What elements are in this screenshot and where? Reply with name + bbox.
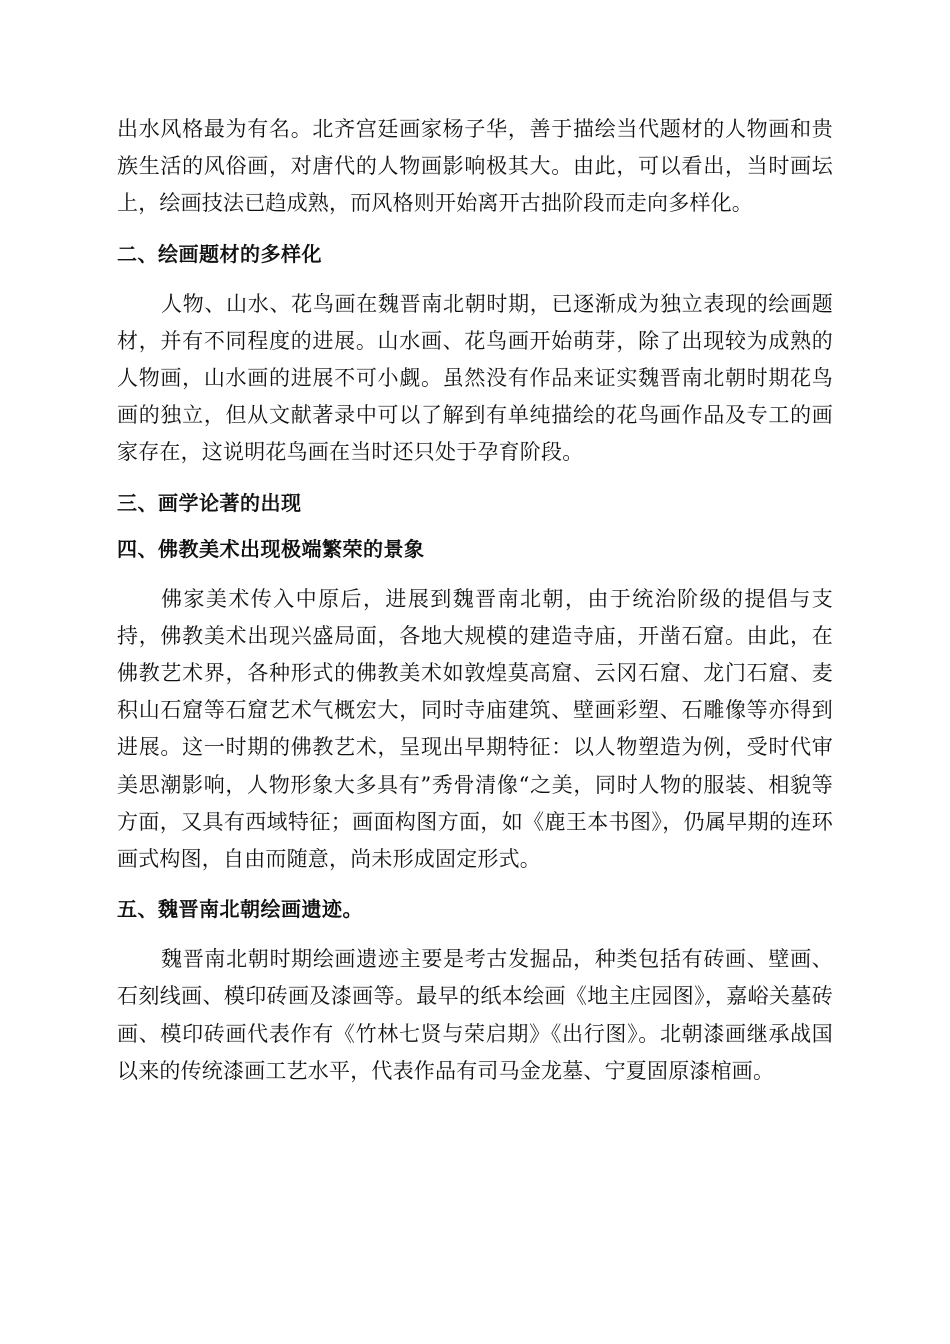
document-body [117, 111, 833, 1090]
section-heading-3: 三、画学论著的出现 [117, 490, 302, 515]
paragraph-intro: 出水风格最为有名。北齐宫廷画家杨子华，善于描绘当代题材的人物画和贵族生活的风俗画，对唐代的人物画影响极其大。由此，可以看出，当时画坛上，绘画技法已趋成熟，而风格则开始离开古拙阶段而走向多样化。 [117, 117, 833, 216]
paragraph-section-5: 魏晋南北朝时期绘画遗迹主要是考古发掘品，种类包括有砖画、壁画、石刻线画、模印砖画及漆画等。最早的纸本绘画《地主庄园图》，嘉峪关墓砖画、模印砖画代表作有《竹林七贤与荣启期》《出行图》。北朝漆画继承战国以来的传统漆画工艺水平，代表作品有司马金龙墓、宁夏固原漆棺画。 [117, 947, 833, 1083]
section-heading-5: 五、魏晋南北朝绘画遗迹。 [117, 897, 363, 922]
paragraph-section-4: 佛家美术传入中原后，进展到魏晋南北朝，由于统治阶级的提倡与支持，佛教美术出现兴盛局面，各地大规模的建造寺庙，开凿石窟。由此，在佛教艺术界，各种形式的佛教美术如敦煌莫高窟、云冈石窟、龙门石窟、麦积山石窟等石窟艺术气概宏大，同时寺庙建筑、壁画彩塑、石雕像等亦得到进展。这一时期的佛教艺术，呈现出早期特征：以人物塑造为例，受时代审美思潮影响，人物形象大多具有”秀骨清像“之美，同时人物的服装、相貌等方面，又具有西域特征；画面构图方面，如《鹿王本书图》，仍属早期的连环画式构图，自由而随意，尚未形成固定形式。 [117, 586, 833, 872]
section-heading-4: 四、佛教美术出现极端繁荣的景象 [117, 536, 425, 561]
paragraph-section-2: 人物、山水、花鸟画在魏晋南北朝时期，已逐渐成为独立表现的绘画题材，并有不同程度的进展。山水画、花鸟画开始萌芽，除了出现较为成熟的人物画，山水画的进展不可小觑。虽然没有作品来证实魏晋南北朝时期花鸟画的独立，但从文献著录中可以了解到有单纯描绘的花鸟画作品及专工的画家存在，这说明花鸟画在当时还只处于孕育阶段。 [117, 291, 833, 465]
section-heading-2: 二、绘画题材的多样化 [117, 241, 322, 266]
